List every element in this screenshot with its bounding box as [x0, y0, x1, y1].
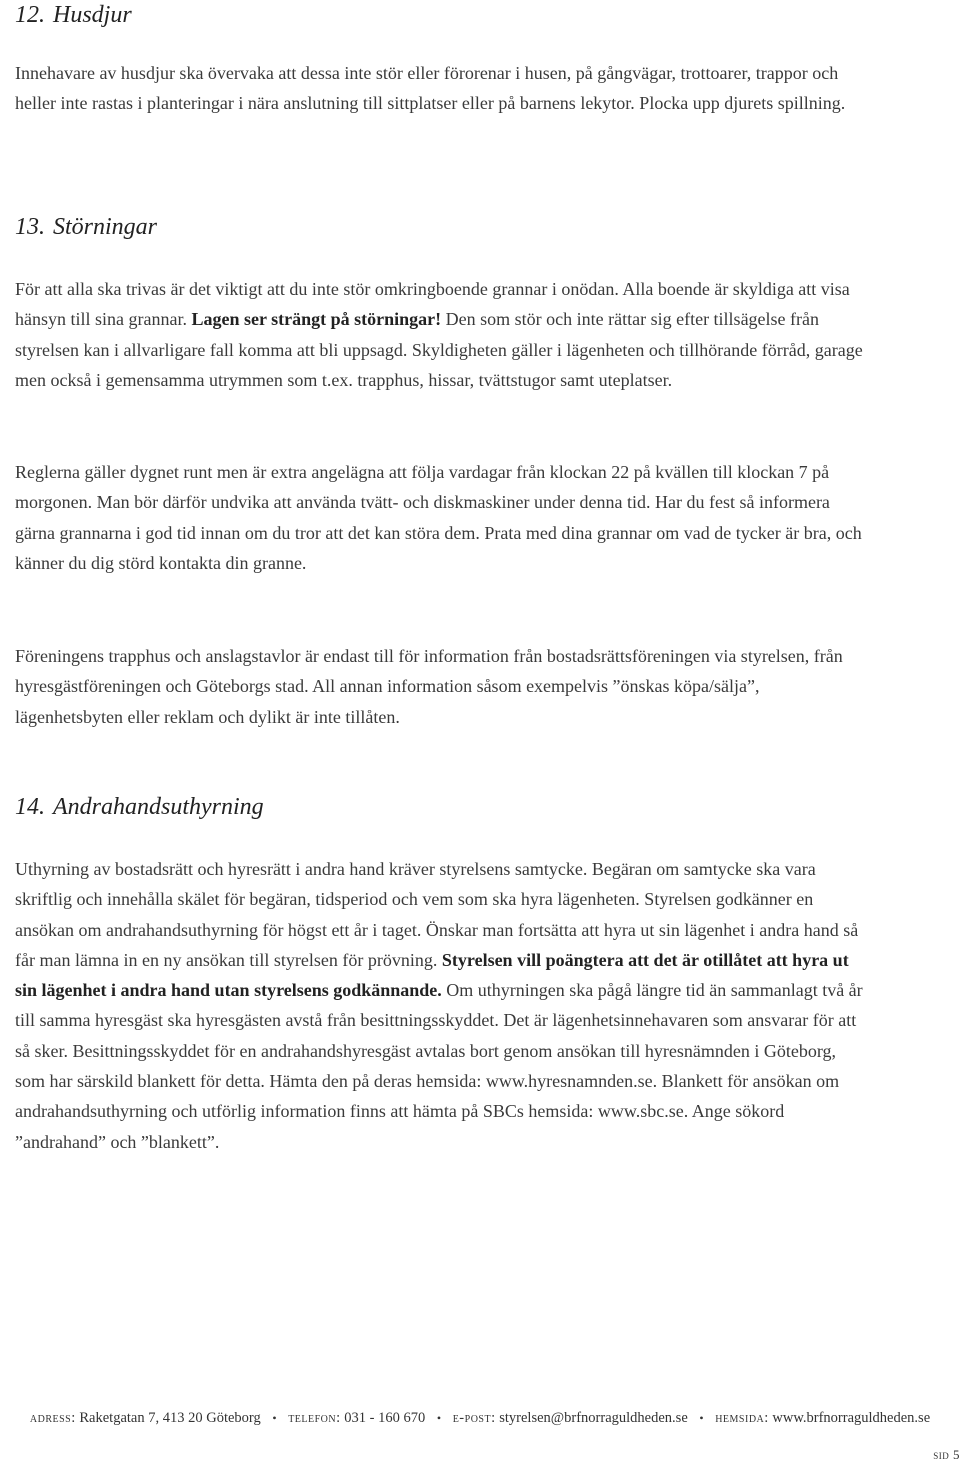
- section-heading-12: [15, 0, 132, 30]
- email-label: e-post:: [452, 1410, 496, 1426]
- section-number: 14.: [15, 794, 45, 820]
- section-heading-14: [15, 792, 264, 822]
- emphasis-text: Styrelsen vill poängtera att det är otillåtet att hyra ut sin lägenhet i andra hand utan styrelsens godkännande.: [15, 949, 849, 1001]
- paragraph-text: Den som stör och inte rättar sig efter tillsägelse från styrelsen kan i allvarligare fall komma att bli uppsagd. Skyldigheten gäller i lägenheten och tillhörande förråd, garage men också i gemensamma utrymmen som t.ex. trapphus, hissar, tvättstugor samt uteplatser.: [15, 309, 863, 390]
- address-label: adress:: [29, 1410, 76, 1426]
- section-number: 12.: [15, 2, 45, 28]
- web-link[interactable]: www.brfnorraguldheden.se: [772, 1410, 931, 1426]
- section-13-paragraph-3: [15, 641, 865, 732]
- page-footer: [0, 1410, 960, 1427]
- web-label: hemsida:: [715, 1410, 769, 1426]
- paragraph-text: Föreningens trapphus och anslagstavlor är endast till för information från bostadsrättsföreningen via styrelsen, från hyresgästföreningen och Göteborgs stad. All annan information såsom exempelvis ”önskas köpa/sälja”, lägenhetsbyten eller reklam och dylikt är inte tillåten.: [15, 646, 843, 727]
- paragraph-text: Uthyrning av bostadsrätt och hyresrätt i andra hand kräver styrelsens samtycke. Begäran om samtycke ska vara skriftlig och innehålla skälet för begäran, tidsperiod och vem som ska hyra lägenheten. Styrelsen godkänner en ansökan om andrahandsuthyrning för högst ett år i taget. Önskar man fortsätta att hyra ut sin lägenhet i andra hand så får man lämna in en ny ansökan till styrelsen för prövning.: [15, 859, 859, 970]
- separator-dot: •: [272, 1411, 277, 1425]
- paragraph-text: Om uthyrningen ska pågå längre tid än sammanlagt två år till samma hyresgäst ska hyresgästen avstå från besittningsskyddet. Det är lägenhetsinnehavaren som ansvarar för att så sker. Besittningsskyddet för en andrahandshyresgäst avtalas bort genom ansökan till hyresnämnden i Göteborg, som har särskild blankett för detta. Hämta den på deras hemsida: www.hyresnamnden.se. Blankett för ansökan om andrahandsuthyrning och utförlig information finns att hämta på SBCs hemsida: www.sbc.se. Ange sökord ”andrahand” och ”blankett”.: [15, 980, 863, 1152]
- emphasis-text: Lagen ser strängt på störningar!: [191, 309, 442, 330]
- section-13-paragraph-1: [15, 274, 865, 395]
- email-link[interactable]: styrelsen@brfnorraguldheden.se: [499, 1410, 688, 1426]
- paragraph-text: För att alla ska trivas är det viktigt att du inte stör omkringboende grannar i onödan. Alla boende är skyldiga att visa hänsyn till sina grannar.: [15, 279, 850, 330]
- separator-dot: •: [436, 1411, 442, 1425]
- section-12-paragraph-1: [15, 58, 865, 119]
- paragraph-text: Reglerna gäller dygnet runt men är extra angelägna att följa vardagar från klockan 22 på kvällen till klockan 7 på morgonen. Man bör därför undvika att använda tvätt- och diskmaskiner under denna tid. Har du fest så informera gärna grannarna i god tid innan om du tror att det kan störa dem. Prata med dina grannar om vad de tycker är bra, och känner du dig störd kontakta din granne.: [15, 462, 862, 573]
- phone-label: telefon:: [288, 1410, 341, 1426]
- paragraph-text: Innehavare av husdjur ska övervaka att dessa inte stör eller förorenar i husen, på gångvägar, trottoarer, trappor och heller inte rastas i planteringar i nära anslutning till sittplatser eller på barnens lekytor. Plocka upp djurets spillning.: [15, 63, 846, 114]
- address-value: Raketgatan 7, 413 20 Göteborg: [79, 1410, 261, 1426]
- section-title: Störningar: [53, 214, 158, 240]
- section-title: Husdjur: [53, 2, 132, 28]
- section-title: Andrahandsuthyrning: [53, 794, 264, 820]
- phone-value: 031 - 160 670: [344, 1410, 426, 1426]
- section-number: 13.: [15, 214, 45, 240]
- section-13-paragraph-2: [15, 457, 865, 578]
- section-heading-13: [15, 212, 157, 242]
- section-14-paragraph-1: [15, 854, 865, 1157]
- separator-dot: •: [699, 1411, 704, 1425]
- page-number: sid 5: [933, 1447, 960, 1462]
